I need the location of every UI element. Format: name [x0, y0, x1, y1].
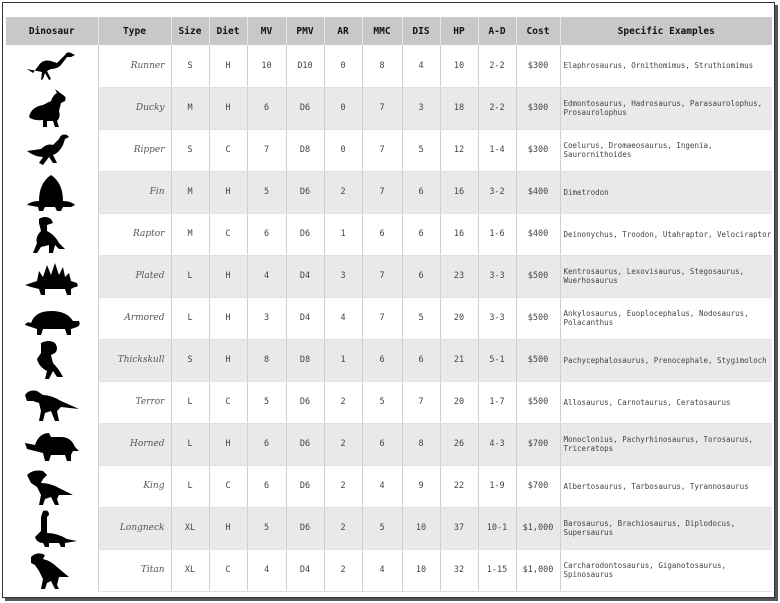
table-row: [6, 213, 772, 255]
cell-mmc: 8: [362, 45, 402, 87]
cell-mmc: 5: [362, 507, 402, 549]
cell-type: Thickskull: [98, 339, 171, 381]
cell-cost: $500: [516, 297, 560, 339]
cell-mmc: 6: [362, 423, 402, 465]
terror-dinosaur-icon: [6, 381, 98, 423]
cell-ar: 0: [324, 45, 362, 87]
cell-ar: 1: [324, 213, 362, 255]
column-header-examples: Specific Examples: [560, 17, 772, 45]
cell-diet: C: [209, 465, 247, 507]
cell-size: L: [171, 297, 209, 339]
cell-diet: H: [209, 87, 247, 129]
armored-dinosaur-icon: [6, 297, 98, 339]
cell-mmc: 5: [362, 381, 402, 423]
cell-dis: 10: [402, 549, 440, 591]
table-row: [6, 423, 772, 465]
cell-examples: Allosaurus, Carnotaurus, Ceratosaurus: [560, 381, 772, 423]
cell-mv: 10: [247, 45, 286, 87]
cell-pmv: D6: [286, 465, 324, 507]
dinosaur-silhouette-cell: [6, 297, 98, 339]
cell-cost: $700: [516, 465, 560, 507]
cell-ar: 2: [324, 507, 362, 549]
cell-dis: 6: [402, 339, 440, 381]
cell-mmc: 7: [362, 87, 402, 129]
cell-cost: $500: [516, 339, 560, 381]
cell-cost: $500: [516, 255, 560, 297]
cell-ar: 2: [324, 423, 362, 465]
cell-cost: $300: [516, 129, 560, 171]
cell-mmc: 4: [362, 549, 402, 591]
dinosaur-silhouette-cell: [6, 87, 98, 129]
cell-examples: Monoclonius, Pachyrhinosaurus, Torosaurus, Triceratops: [560, 423, 772, 465]
cell-mv: 4: [247, 255, 286, 297]
cell-type: Terror: [98, 381, 171, 423]
cell-cost: $500: [516, 381, 560, 423]
cell-size: M: [171, 213, 209, 255]
cell-mv: 5: [247, 171, 286, 213]
cell-mmc: 7: [362, 129, 402, 171]
cell-dis: 10: [402, 507, 440, 549]
cell-size: M: [171, 171, 209, 213]
cell-size: L: [171, 381, 209, 423]
table-row: [6, 465, 772, 507]
cell-hp: 26: [440, 423, 478, 465]
cell-mv: 3: [247, 297, 286, 339]
cell-hp: 21: [440, 339, 478, 381]
cell-dis: 4: [402, 45, 440, 87]
cell-dis: 9: [402, 465, 440, 507]
cell-diet: C: [209, 549, 247, 591]
cell-pmv: D6: [286, 87, 324, 129]
runner-dinosaur-icon: [6, 45, 98, 87]
titan-dinosaur-icon: [6, 549, 98, 591]
cell-dis: 6: [402, 213, 440, 255]
column-header-pmv: PMV: [286, 17, 324, 45]
dinosaur-silhouette-cell: [6, 129, 98, 171]
cell-ar: 3: [324, 255, 362, 297]
cell-diet: H: [209, 297, 247, 339]
dinosaur-silhouette-cell: [6, 381, 98, 423]
dinosaur-silhouette-cell: [6, 507, 98, 549]
cell-size: L: [171, 465, 209, 507]
table-row: [6, 297, 772, 339]
dinosaur-silhouette-cell: [6, 465, 98, 507]
cell-mv: 5: [247, 381, 286, 423]
column-header-size: Size: [171, 17, 209, 45]
column-header-ad: A-D: [478, 17, 516, 45]
cell-hp: 10: [440, 45, 478, 87]
cell-pmv: D10: [286, 45, 324, 87]
cell-mmc: 6: [362, 339, 402, 381]
raptor-dinosaur-icon: [6, 213, 98, 255]
cell-diet: H: [209, 507, 247, 549]
cell-diet: H: [209, 171, 247, 213]
cell-type: Armored: [98, 297, 171, 339]
cell-ad: 3-2: [478, 171, 516, 213]
cell-ad: 1-6: [478, 213, 516, 255]
cell-hp: 20: [440, 381, 478, 423]
cell-mv: 6: [247, 465, 286, 507]
table-row: [6, 255, 772, 297]
table-row: [6, 507, 772, 549]
cell-ad: 3-3: [478, 297, 516, 339]
cell-mv: 8: [247, 339, 286, 381]
cell-pmv: D6: [286, 171, 324, 213]
cell-pmv: D4: [286, 255, 324, 297]
cell-diet: C: [209, 381, 247, 423]
cell-type: King: [98, 465, 171, 507]
cell-ad: 3-3: [478, 255, 516, 297]
cell-cost: $300: [516, 87, 560, 129]
cell-size: XL: [171, 549, 209, 591]
cell-type: Ducky: [98, 87, 171, 129]
cell-dis: 8: [402, 423, 440, 465]
table-row: [6, 549, 772, 591]
cell-diet: C: [209, 213, 247, 255]
cell-mv: 6: [247, 423, 286, 465]
cell-dis: 6: [402, 171, 440, 213]
table-row: [6, 171, 772, 213]
cell-mv: 4: [247, 549, 286, 591]
cell-dis: 3: [402, 87, 440, 129]
cell-cost: $1,000: [516, 549, 560, 591]
horned-dinosaur-icon: [6, 423, 98, 465]
cell-ad: 4-3: [478, 423, 516, 465]
cell-ad: 1-4: [478, 129, 516, 171]
cell-ar: 1: [324, 339, 362, 381]
cell-examples: Pachycephalosaurus, Prenocephale, Stygimoloch: [560, 339, 772, 381]
dinosaur-silhouette-cell: [6, 423, 98, 465]
cell-mmc: 4: [362, 465, 402, 507]
column-header-mv: MV: [247, 17, 286, 45]
cell-examples: Edmontosaurus, Hadrosaurus, Parasaurolophus, Prosaurolophus: [560, 87, 772, 129]
cell-examples: Barosaurus, Brachiosaurus, Diplodocus, Supersaurus: [560, 507, 772, 549]
cell-pmv: D6: [286, 213, 324, 255]
cell-ad: 10-1: [478, 507, 516, 549]
cell-type: Runner: [98, 45, 171, 87]
cell-examples: Deinonychus, Troodon, Utahraptor, Velociraptor: [560, 213, 772, 255]
plated-dinosaur-icon: [6, 255, 98, 297]
cell-pmv: D6: [286, 507, 324, 549]
table-row: [6, 129, 772, 171]
cell-ad: 2-2: [478, 45, 516, 87]
column-header-dis: DIS: [402, 17, 440, 45]
column-header-diet: Diet: [209, 17, 247, 45]
cell-examples: Elaphrosaurus, Ornithomimus, Struthiomimus: [560, 45, 772, 87]
cell-dis: 6: [402, 255, 440, 297]
cell-mv: 5: [247, 507, 286, 549]
ducky-dinosaur-icon: [6, 87, 98, 129]
fin-dinosaur-icon: [6, 171, 98, 213]
cell-diet: H: [209, 45, 247, 87]
dinosaur-table: [6, 17, 772, 592]
table-row: [6, 45, 772, 87]
column-header-hp: HP: [440, 17, 478, 45]
cell-dis: 5: [402, 129, 440, 171]
cell-size: S: [171, 129, 209, 171]
cell-mv: 6: [247, 87, 286, 129]
cell-ad: 1-15: [478, 549, 516, 591]
cell-hp: 37: [440, 507, 478, 549]
dinosaur-silhouette-cell: [6, 213, 98, 255]
cell-ad: 5-1: [478, 339, 516, 381]
cell-cost: $700: [516, 423, 560, 465]
dinosaur-silhouette-cell: [6, 171, 98, 213]
cell-ad: 1-9: [478, 465, 516, 507]
table-row: [6, 87, 772, 129]
longneck-dinosaur-icon: [6, 507, 98, 549]
cell-type: Fin: [98, 171, 171, 213]
cell-type: Raptor: [98, 213, 171, 255]
cell-size: S: [171, 45, 209, 87]
cell-mmc: 7: [362, 297, 402, 339]
cell-pmv: D8: [286, 129, 324, 171]
cell-size: L: [171, 255, 209, 297]
cell-diet: H: [209, 339, 247, 381]
cell-ar: 2: [324, 381, 362, 423]
cell-ar: 0: [324, 87, 362, 129]
cell-ar: 2: [324, 171, 362, 213]
cell-ar: 0: [324, 129, 362, 171]
cell-type: Horned: [98, 423, 171, 465]
cell-hp: 23: [440, 255, 478, 297]
cell-type: Titan: [98, 549, 171, 591]
cell-hp: 20: [440, 297, 478, 339]
cell-type: Longneck: [98, 507, 171, 549]
cell-hp: 12: [440, 129, 478, 171]
cell-diet: C: [209, 129, 247, 171]
cell-mmc: 7: [362, 171, 402, 213]
cell-ad: 1-7: [478, 381, 516, 423]
table-body: [6, 45, 772, 591]
cell-dis: 7: [402, 381, 440, 423]
dinosaur-silhouette-cell: [6, 339, 98, 381]
cell-mv: 7: [247, 129, 286, 171]
dinosaur-silhouette-cell: [6, 549, 98, 591]
column-header-dinosaur: Dinosaur: [6, 17, 98, 45]
cell-cost: $400: [516, 213, 560, 255]
cell-cost: $400: [516, 171, 560, 213]
cell-pmv: D4: [286, 549, 324, 591]
header-row: [6, 17, 772, 45]
cell-examples: Ankylosaurus, Euoplocephalus, Nodosaurus, Polacanthus: [560, 297, 772, 339]
cell-size: S: [171, 339, 209, 381]
cell-hp: 32: [440, 549, 478, 591]
cell-examples: Dimetrodon: [560, 171, 772, 213]
cell-pmv: D6: [286, 381, 324, 423]
cell-hp: 16: [440, 171, 478, 213]
cell-size: XL: [171, 507, 209, 549]
cell-size: M: [171, 87, 209, 129]
cell-type: Plated: [98, 255, 171, 297]
cell-cost: $300: [516, 45, 560, 87]
cell-size: L: [171, 423, 209, 465]
thickskull-dinosaur-icon: [6, 339, 98, 381]
table-row: [6, 339, 772, 381]
cell-ar: 4: [324, 297, 362, 339]
dinosaur-silhouette-cell: [6, 45, 98, 87]
dinosaur-silhouette-cell: [6, 255, 98, 297]
cell-diet: H: [209, 423, 247, 465]
cell-pmv: D6: [286, 423, 324, 465]
cell-pmv: D8: [286, 339, 324, 381]
cell-hp: 16: [440, 213, 478, 255]
cell-examples: Kentrosaurus, Lexovisaurus, Stegosaurus, Wuerhosaurus: [560, 255, 772, 297]
king-dinosaur-icon: [6, 465, 98, 507]
cell-pmv: D4: [286, 297, 324, 339]
ripper-dinosaur-icon: [6, 129, 98, 171]
cell-cost: $1,000: [516, 507, 560, 549]
column-header-ar: AR: [324, 17, 362, 45]
cell-examples: Coelurus, Dromaeosaurus, Ingenia, Saurornithoides: [560, 129, 772, 171]
column-header-type: Type: [98, 17, 171, 45]
cell-ad: 2-2: [478, 87, 516, 129]
column-header-cost: Cost: [516, 17, 560, 45]
cell-dis: 5: [402, 297, 440, 339]
cell-type: Ripper: [98, 129, 171, 171]
cell-examples: Albertosaurus, Tarbosaurus, Tyrannosaurus: [560, 465, 772, 507]
cell-hp: 18: [440, 87, 478, 129]
cell-ar: 2: [324, 465, 362, 507]
cell-mmc: 7: [362, 255, 402, 297]
cell-mmc: 6: [362, 213, 402, 255]
table-row: [6, 381, 772, 423]
cell-hp: 22: [440, 465, 478, 507]
cell-ar: 2: [324, 549, 362, 591]
cell-diet: H: [209, 255, 247, 297]
cell-examples: Carcharodontosaurus, Giganotosaurus, Spinosaurus: [560, 549, 772, 591]
column-header-mmc: MMC: [362, 17, 402, 45]
cell-mv: 6: [247, 213, 286, 255]
